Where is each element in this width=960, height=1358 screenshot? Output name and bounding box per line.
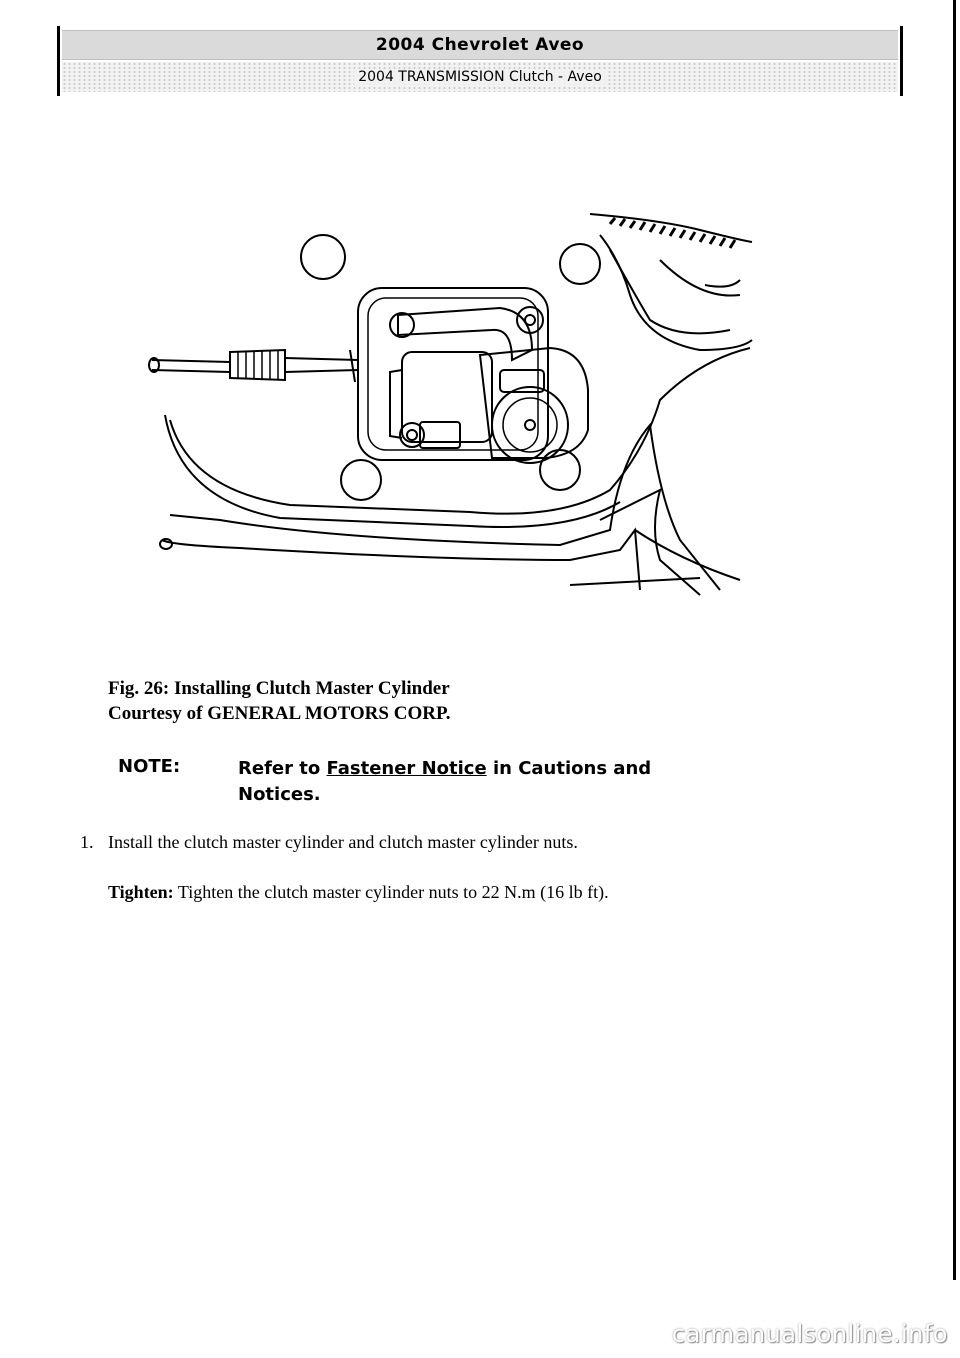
pushrod [152,360,230,372]
mounting-hole [560,244,600,284]
figure-caption-title: Fig. 26: Installing Clutch Master Cylinder [108,678,450,699]
note-text-before: Refer to [238,758,327,779]
step-text: Install the clutch master cylinder and clutch master cylinder nuts. [108,832,578,852]
watermark: carmanualsonline.info [671,1320,948,1348]
document-subtitle-bar [62,62,898,92]
tighten-text: Tighten the clutch master cylinder nuts to 22 N.m (16 lb ft). [173,882,609,902]
document-title-bar [62,30,898,60]
note-text-after: in Cautions and Notices. [238,758,652,805]
document-subtitle: 2004 TRANSMISSION Clutch - Aveo [354,69,606,85]
figure-caption-credit: Courtesy of GENERAL MOTORS CORP. [108,703,451,724]
mounting-hole [301,235,345,279]
figure-caption [108,676,451,726]
mounting-hole [341,460,381,500]
fastener-notice-link[interactable]: Fastener Notice [326,758,487,779]
tighten-label: Tighten: [108,882,174,902]
tighten-instruction [108,882,609,903]
note-label: NOTE: [118,756,181,777]
note-body [238,756,708,808]
header-right-rule [900,26,903,96]
document-title: 2004 Chevrolet Aveo [375,35,585,55]
clutch-master-cylinder-illustration [140,200,760,600]
cylinder-body [402,352,492,442]
page-right-rule [953,0,956,1280]
header-left-rule [57,26,60,96]
step-number: 1. [80,832,94,852]
